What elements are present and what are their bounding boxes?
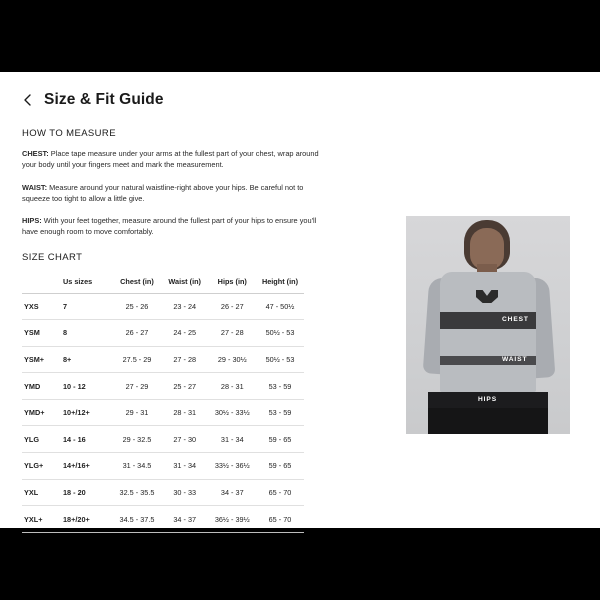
col-header-us-sizes: Us sizes (57, 271, 113, 294)
measure-item-waist (22, 182, 322, 205)
cell-hips: 34 - 37 (209, 479, 256, 506)
cell-us: 8+ (57, 346, 113, 373)
compression-shirt (440, 272, 536, 392)
how-to-measure-heading: HOW TO MEASURE (22, 128, 116, 139)
cell-chest: 34.5 - 37.5 (113, 506, 161, 533)
cell-hips: 33½ - 36½ (209, 453, 256, 480)
cell-waist: 24 - 25 (161, 320, 209, 347)
row-label: YXS (22, 293, 57, 320)
measure-text-chest: Place tape measure under your arms at the fullest part of your chest, wrap around your body until your fingers meet and mark the measurement. (22, 149, 319, 170)
cell-us: 14+/16+ (57, 453, 113, 480)
row-label: YLG+ (22, 453, 57, 480)
cell-height: 59 - 65 (256, 453, 304, 480)
cell-hips: 28 - 31 (209, 373, 256, 400)
row-label: YSM+ (22, 346, 57, 373)
table-header-row (22, 271, 304, 294)
cell-height: 65 - 70 (256, 479, 304, 506)
image-label-hips: HIPS (478, 396, 497, 403)
cell-chest: 29 - 32.5 (113, 426, 161, 453)
cell-us: 10+/12+ (57, 399, 113, 426)
col-header-waist: Waist (in) (161, 271, 209, 294)
cell-us: 7 (57, 293, 113, 320)
cell-waist: 28 - 31 (161, 399, 209, 426)
row-label: YMD (22, 373, 57, 400)
cell-waist: 34 - 37 (161, 506, 209, 533)
cell-height: 53 - 59 (256, 399, 304, 426)
cell-chest: 29 - 31 (113, 399, 161, 426)
measure-item-chest (22, 148, 322, 171)
col-header-size (22, 271, 57, 294)
size-guide-page (0, 72, 600, 528)
cell-hips: 36½ - 39½ (209, 506, 256, 533)
cell-chest: 26 - 27 (113, 320, 161, 347)
table-row (22, 426, 304, 453)
chevron-left-icon[interactable] (18, 90, 38, 110)
col-header-height: Height (in) (256, 271, 304, 294)
cell-waist: 31 - 34 (161, 453, 209, 480)
cell-us: 18 - 20 (57, 479, 113, 506)
image-label-chest: CHEST (502, 316, 529, 323)
measure-term-chest: CHEST: (22, 149, 49, 158)
table-row (22, 399, 304, 426)
table-head (22, 271, 304, 294)
cell-chest: 25 - 26 (113, 293, 161, 320)
cell-height: 47 - 50½ (256, 293, 304, 320)
cell-height: 65 - 70 (256, 506, 304, 533)
measure-text-waist: Measure around your natural waistline-right above your hips. Be careful not to squeeze too tight to allow a little give. (22, 182, 304, 203)
cell-us: 10 - 12 (57, 373, 113, 400)
cell-height: 53 - 59 (256, 373, 304, 400)
cell-chest: 27 - 29 (113, 373, 161, 400)
table-body (22, 293, 304, 532)
cell-chest: 27.5 - 29 (113, 346, 161, 373)
col-header-hips: Hips (in) (209, 271, 256, 294)
table-row (22, 293, 304, 320)
measure-term-hips: HIPS: (22, 216, 42, 225)
table-row (22, 453, 304, 480)
col-header-chest: Chest (in) (113, 271, 161, 294)
cell-waist: 30 - 33 (161, 479, 209, 506)
cell-height: 50½ - 53 (256, 346, 304, 373)
row-label: YXL (22, 479, 57, 506)
size-chart-heading: SIZE CHART (22, 251, 83, 263)
row-label: YSM (22, 320, 57, 347)
cell-waist: 23 - 24 (161, 293, 209, 320)
how-to-measure-list (22, 148, 322, 238)
cell-hips: 31 - 34 (209, 426, 256, 453)
measure-item-hips (22, 215, 322, 238)
row-label: YMD+ (22, 399, 57, 426)
cell-chest: 31 - 34.5 (113, 453, 161, 480)
measure-term-waist: WAIST: (22, 182, 48, 192)
cell-height: 59 - 65 (256, 426, 304, 453)
page-header (0, 72, 600, 110)
product-measurement-image (406, 216, 570, 434)
table-row (22, 320, 304, 347)
cell-us: 18+/20+ (57, 506, 113, 533)
cell-chest: 32.5 - 35.5 (113, 479, 161, 506)
cell-waist: 25 - 27 (161, 373, 209, 400)
cell-us: 8 (57, 320, 113, 347)
cell-hips: 27 - 28 (209, 320, 256, 347)
cell-waist: 27 - 30 (161, 426, 209, 453)
table-row (22, 346, 304, 373)
cell-hips: 30½ - 33½ (209, 399, 256, 426)
page-title: Size & Fit Guide (44, 91, 164, 108)
image-label-waist: WAIST (502, 356, 528, 363)
cell-height: 50½ - 53 (256, 320, 304, 347)
table-row (22, 506, 304, 533)
cell-hips: 26 - 27 (209, 293, 256, 320)
row-label: YXL+ (22, 506, 57, 533)
measure-text-hips: With your feet together, measure around the fullest part of your hips to ensure you'll have enough room to move comfortably. (22, 216, 317, 237)
table-row (22, 479, 304, 506)
table-row (22, 373, 304, 400)
row-label: YLG (22, 426, 57, 453)
size-chart-table (22, 271, 304, 533)
cell-hips: 29 - 30½ (209, 346, 256, 373)
cell-us: 14 - 16 (57, 426, 113, 453)
cell-waist: 27 - 28 (161, 346, 209, 373)
